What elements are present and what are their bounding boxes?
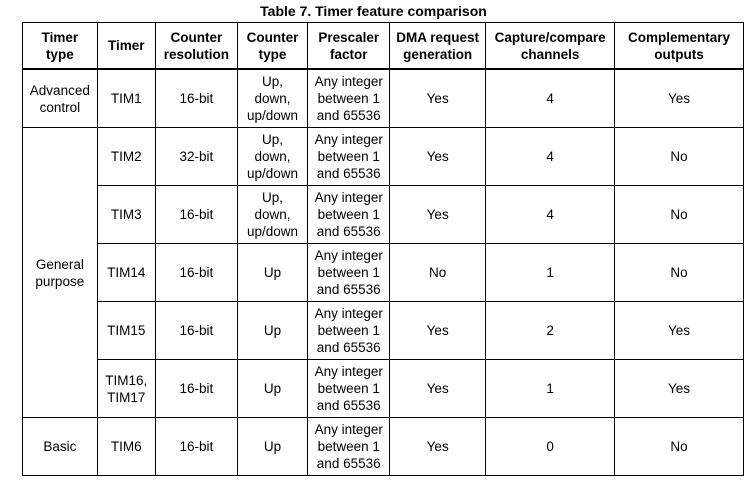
complementary-cell: No	[615, 186, 744, 244]
counter-type-cell: Up	[237, 418, 308, 476]
channels-cell: 1	[486, 244, 615, 302]
header-counter-type: Counter type	[237, 23, 308, 70]
channels-cell: 1	[486, 360, 615, 418]
complementary-cell: Yes	[615, 302, 744, 360]
table-header-row	[23, 23, 744, 70]
timer-cell: TIM14	[97, 244, 155, 302]
header-timer: Timer	[97, 23, 155, 70]
timer-feature-table	[22, 22, 744, 476]
complementary-cell: No	[615, 244, 744, 302]
prescaler-cell: Any integer between 1 and 65536	[308, 302, 390, 360]
timer-cell: TIM16, TIM17	[97, 360, 155, 418]
channels-cell: 4	[486, 186, 615, 244]
channels-cell: 4	[486, 69, 615, 128]
complementary-cell: Yes	[615, 69, 744, 128]
prescaler-cell: Any integer between 1 and 65536	[308, 418, 390, 476]
prescaler-cell: Any integer between 1 and 65536	[308, 186, 390, 244]
counter-type-cell: Up, down, up/down	[237, 69, 308, 128]
dma-cell: Yes	[390, 69, 486, 128]
channels-cell: 4	[486, 128, 615, 186]
timer-cell: TIM2	[97, 128, 155, 186]
complementary-cell: Yes	[615, 360, 744, 418]
channels-cell: 2	[486, 302, 615, 360]
timer-type-cell: Basic	[23, 418, 98, 476]
counter-type-cell: Up	[237, 302, 308, 360]
prescaler-cell: Any integer between 1 and 65536	[308, 244, 390, 302]
dma-cell: No	[390, 244, 486, 302]
table-title: Table 7. Timer feature comparison	[260, 3, 487, 19]
header-dma-request: DMA request generation	[390, 23, 486, 70]
prescaler-cell: Any integer between 1 and 65536	[308, 128, 390, 186]
resolution-cell: 16-bit	[155, 360, 237, 418]
timer-cell: TIM6	[97, 418, 155, 476]
prescaler-cell: Any integer between 1 and 65536	[308, 360, 390, 418]
header-prescaler-factor: Prescaler factor	[308, 23, 390, 70]
counter-type-cell: Up, down, up/down	[237, 186, 308, 244]
header-complementary-outputs: Complementary outputs	[615, 23, 744, 70]
timer-type-cell: Advanced control	[23, 69, 98, 128]
resolution-cell: 16-bit	[155, 69, 237, 128]
counter-type-cell: Up	[237, 360, 308, 418]
timer-cell: TIM1	[97, 69, 155, 128]
table-row	[23, 244, 744, 302]
table-row	[23, 418, 744, 476]
table-row	[23, 128, 744, 186]
timer-type-cell: General purpose	[23, 128, 98, 418]
header-counter-resolution: Counter resolution	[155, 23, 237, 70]
dma-cell: Yes	[390, 186, 486, 244]
resolution-cell: 16-bit	[155, 418, 237, 476]
table-row	[23, 360, 744, 418]
timer-cell: TIM15	[97, 302, 155, 360]
resolution-cell: 16-bit	[155, 244, 237, 302]
channels-cell: 0	[486, 418, 615, 476]
dma-cell: Yes	[390, 128, 486, 186]
dma-cell: Yes	[390, 418, 486, 476]
dma-cell: Yes	[390, 302, 486, 360]
counter-type-cell: Up, down, up/down	[237, 128, 308, 186]
resolution-cell: 32-bit	[155, 128, 237, 186]
table-row	[23, 302, 744, 360]
complementary-cell: No	[615, 128, 744, 186]
timer-cell: TIM3	[97, 186, 155, 244]
complementary-cell: No	[615, 418, 744, 476]
dma-cell: Yes	[390, 360, 486, 418]
table-row	[23, 69, 744, 128]
resolution-cell: 16-bit	[155, 186, 237, 244]
counter-type-cell: Up	[237, 244, 308, 302]
header-timer-type: Timer type	[23, 23, 98, 70]
resolution-cell: 16-bit	[155, 302, 237, 360]
table-row	[23, 186, 744, 244]
header-capture-compare: Capture/compare channels	[486, 23, 615, 70]
prescaler-cell: Any integer between 1 and 65536	[308, 69, 390, 128]
